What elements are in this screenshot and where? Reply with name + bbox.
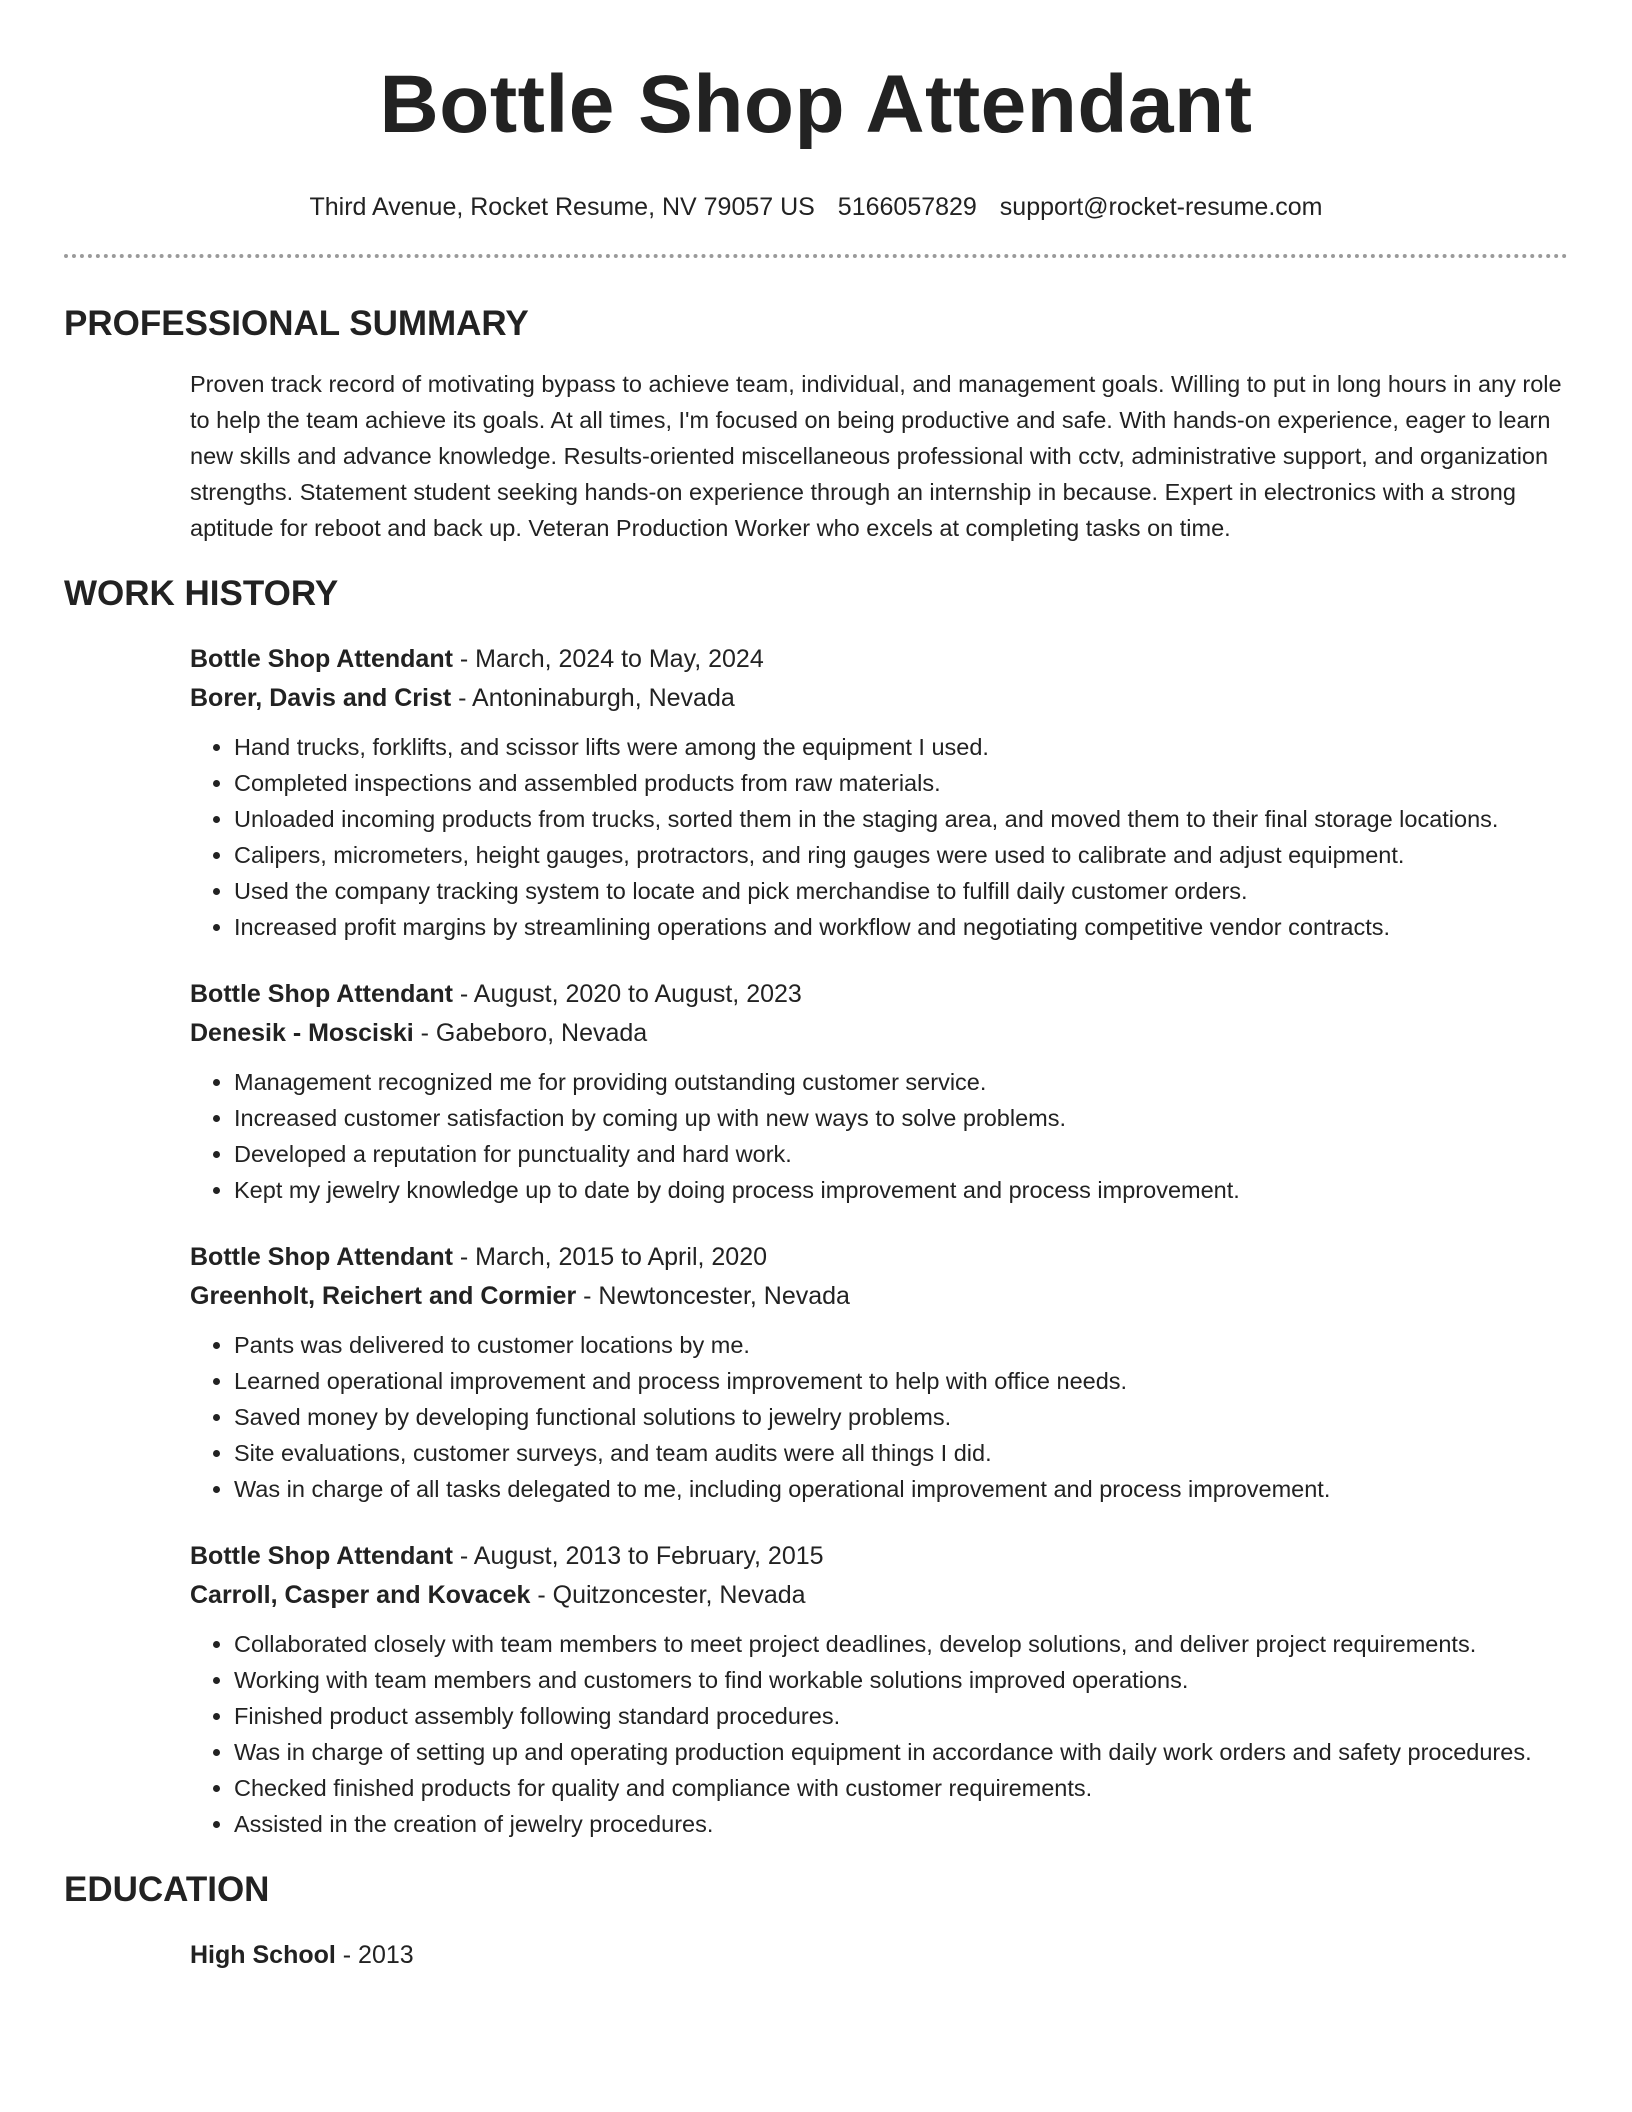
contact-line <box>64 190 1568 224</box>
summary-section <box>64 302 1568 546</box>
job-bullet: • Finished product assembly following standard procedures. <box>234 1698 1566 1734</box>
job-bullet: • Collaborated closely with team members to meet project deadlines, develop solutions, and deliver project requirements. <box>234 1626 1566 1662</box>
summary-text: Proven track record of motivating bypass to achieve team, individual, and management goals. Willing to put in long hours in any role to help the team achieve its goals. At all times, I'm focused on being productive and safe. With hands-on experience, eager to learn new skills and advance knowledge. Results-oriented miscellaneous professional with cctv, administrative support, and organization strengths. Statement student seeking hands-on experience through an internship in because. Expert in electronics with a strong aptitude for reboot and back up. Veteran Production Worker who excels at completing tasks on time. <box>190 371 1562 541</box>
contact-email: support@rocket-resume.com <box>999 193 1323 221</box>
job-title-line <box>190 640 1566 679</box>
job-company-line <box>190 1576 1566 1615</box>
education-entry <box>190 1936 1566 1975</box>
education-section <box>64 1868 1568 1975</box>
job-bullet: • Was in charge of all tasks delegated to me, including operational improvement and process improvement. <box>234 1471 1566 1507</box>
job-entry <box>190 1238 1566 1507</box>
job-list <box>190 640 1566 1842</box>
job-role: Bottle Shop Attendant <box>190 1542 453 1570</box>
job-dates: - August, 2020 to August, 2023 <box>452 980 802 1008</box>
job-company: Borer, Davis and Crist <box>190 684 452 712</box>
job-location: - Gabeboro, Nevada <box>413 1019 648 1047</box>
job-bullet: • Assisted in the creation of jewelry procedures. <box>234 1806 1566 1842</box>
contact-address: Third Avenue, Rocket Resume, NV 79057 US <box>309 193 815 221</box>
job-bullet: • Site evaluations, customer surveys, and team audits were all things I did. <box>234 1435 1566 1471</box>
job-title-line <box>190 1238 1566 1277</box>
job-bullet: • Learned operational improvement and process improvement to help with office needs. <box>234 1363 1566 1399</box>
education-year: - 2013 <box>335 1941 414 1969</box>
job-bullet: • Used the company tracking system to locate and pick merchandise to fulfill daily customer orders. <box>234 873 1566 909</box>
job-bullet: • Hand trucks, forklifts, and scissor lifts were among the equipment I used. <box>234 729 1566 765</box>
job-role: Bottle Shop Attendant <box>190 645 453 673</box>
work-history-section <box>64 572 1568 1842</box>
job-title-line <box>190 975 1566 1014</box>
contact-phone: 5166057829 <box>837 193 977 221</box>
job-company: Denesik - Mosciski <box>190 1019 414 1047</box>
job-bullet: • Increased profit margins by streamlining operations and workflow and negotiating competitive vendor contracts. <box>234 909 1566 945</box>
work-history-title: WORK HISTORY <box>64 574 339 613</box>
job-bullet: • Unloaded incoming products from trucks, sorted them in the staging area, and moved them to their final storage locations. <box>234 801 1566 837</box>
job-bullets <box>190 729 1566 945</box>
job-bullet: • Calipers, micrometers, height gauges, protractors, and ring gauges were used to calibrate and adjust equipment. <box>234 837 1566 873</box>
job-company-line <box>190 1277 1566 1316</box>
resume-page <box>64 50 1568 1975</box>
job-dates: - August, 2013 to February, 2015 <box>452 1542 824 1570</box>
header-divider <box>64 254 1568 258</box>
job-bullet: • Completed inspections and assembled products from raw materials. <box>234 765 1566 801</box>
job-role: Bottle Shop Attendant <box>190 980 453 1008</box>
job-bullet: • Developed a reputation for punctuality and hard work. <box>234 1136 1566 1172</box>
education-degree: High School <box>190 1941 336 1969</box>
job-location: - Newtoncester, Nevada <box>576 1282 850 1310</box>
job-bullet: • Working with team members and customers to find workable solutions improved operations. <box>234 1662 1566 1698</box>
education-title: EDUCATION <box>64 1870 270 1909</box>
job-entry <box>190 640 1566 945</box>
summary-title: PROFESSIONAL SUMMARY <box>64 304 529 343</box>
job-entry <box>190 1537 1566 1842</box>
job-company: Greenholt, Reichert and Cormier <box>190 1282 577 1310</box>
job-bullet: • Was in charge of setting up and operating production equipment in accordance with daily work orders and safety procedures. <box>234 1734 1566 1770</box>
job-company: Carroll, Casper and Kovacek <box>190 1581 531 1609</box>
job-location: - Quitzoncester, Nevada <box>530 1581 806 1609</box>
job-bullets <box>190 1064 1566 1208</box>
job-entry <box>190 975 1566 1208</box>
job-company-line <box>190 1014 1566 1053</box>
job-dates: - March, 2015 to April, 2020 <box>452 1243 767 1271</box>
job-bullets <box>190 1626 1566 1842</box>
job-location: - Antoninaburgh, Nevada <box>451 684 735 712</box>
job-bullet: • Saved money by developing functional solutions to jewelry problems. <box>234 1399 1566 1435</box>
job-title-line <box>190 1537 1566 1576</box>
job-company-line <box>190 679 1566 718</box>
job-bullet: • Kept my jewelry knowledge up to date by doing process improvement and process improvement. <box>234 1172 1566 1208</box>
job-bullet: • Increased customer satisfaction by coming up with new ways to solve problems. <box>234 1100 1566 1136</box>
job-bullets <box>190 1327 1566 1507</box>
resume-name: Bottle Shop Attendant <box>379 59 1253 150</box>
job-bullet: • Pants was delivered to customer locations by me. <box>234 1327 1566 1363</box>
job-role: Bottle Shop Attendant <box>190 1243 453 1271</box>
job-bullet: • Management recognized me for providing outstanding customer service. <box>234 1064 1566 1100</box>
job-dates: - March, 2024 to May, 2024 <box>452 645 764 673</box>
job-bullet: • Checked finished products for quality and compliance with customer requirements. <box>234 1770 1566 1806</box>
